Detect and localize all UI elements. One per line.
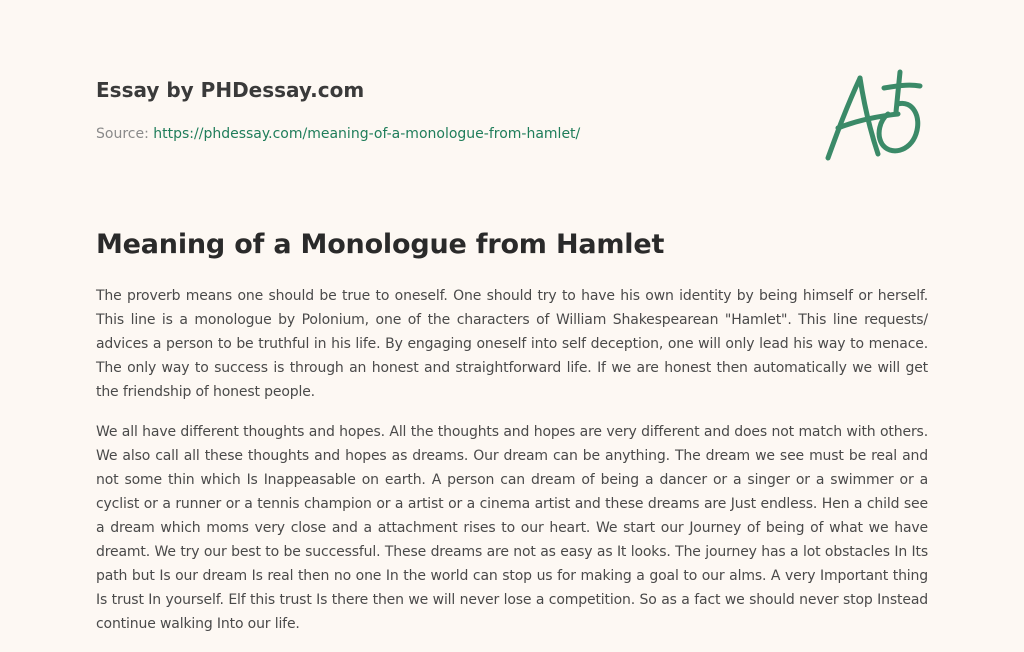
essay-paragraph-2: We all have different thoughts and hopes. All the thoughts and hopes are very different and does not match with others. We also call all these thoughts and hopes as dreams. Our dream can be anything. The dream we see must be real and not some thin which Is Inappeasable on earth. A person can dream of being a dancer or a singer or a swimmer or a cyclist or a runner or a tennis champion or a artist or a cinema artist and these dreams are Just endless. Hen a child see a dream which moms very close and a attachment rises to our heart. We start our Journey of being of what we have dreamt. We try our best to be successful. These dreams are not as easy as It looks. The journey has a lot obstacles In Its path but Is our dream Is real then no one In the world can stop us for making a goal to our alms. A very Important thing Is trust In yourself. Elf this trust Is there then we will never lose a competition. So as a fact we should never stop Instead continue walking Into our life. bbox=[96, 424, 928, 632]
page-header bbox=[96, 76, 796, 144]
source-line bbox=[96, 124, 796, 144]
source-link[interactable]: https://phdessay.com/meaning-of-a-monologue-from-hamlet/ bbox=[153, 126, 581, 142]
essay-body bbox=[96, 284, 928, 652]
a-plus-logo-icon bbox=[818, 64, 930, 168]
essay-paragraph-1: The proverb means one should be true to oneself. One should try to have his own identity by being himself or herself. This line is a monologue by Polonium, one of the characters of William Shakespearean "Hamlet". This line requests/ advices a person to be truthful in his life. By engaging oneself into self deception, one will only lead his way to menace. The only way to success is through an honest and straightforward life. If we are honest then automatically we will get the friendship of honest people. bbox=[96, 288, 928, 400]
source-label: Source: bbox=[96, 126, 154, 142]
essay-title: Meaning of a Monologue from Hamlet bbox=[96, 229, 665, 260]
site-title: Essay by PHDessay.com bbox=[96, 78, 365, 102]
